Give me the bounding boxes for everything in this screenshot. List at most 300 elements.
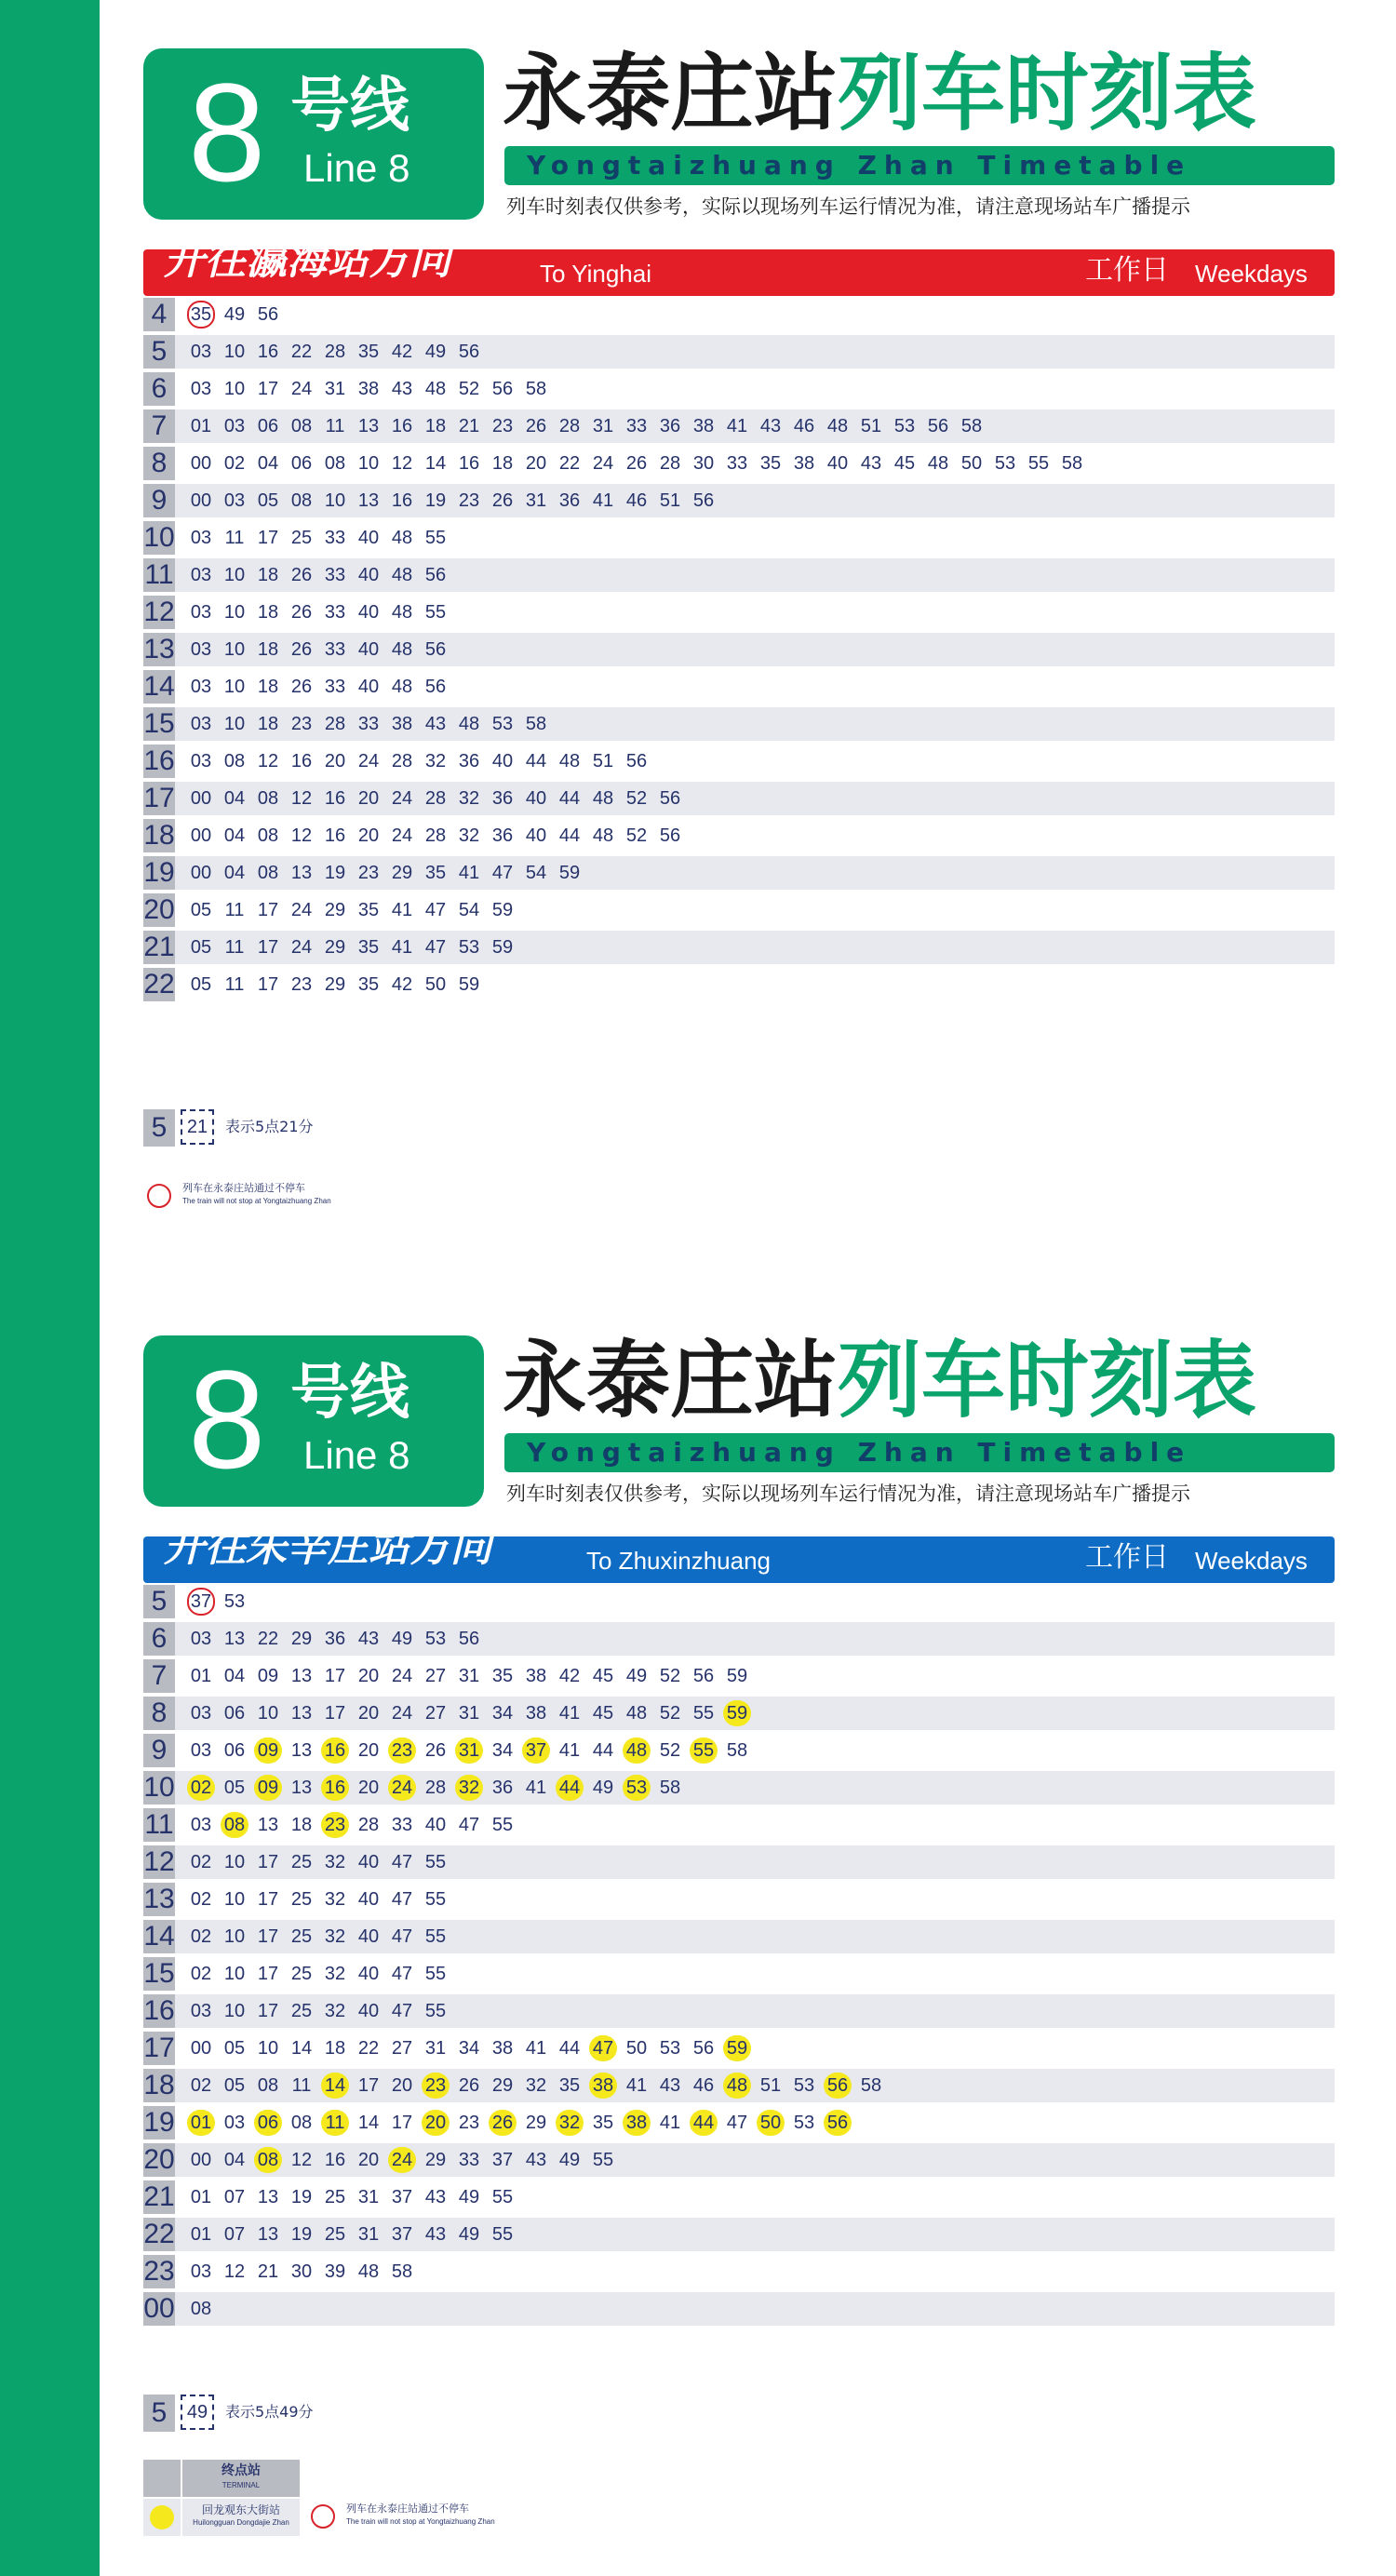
departure-minute: 33 (324, 677, 346, 697)
line-label-en: Line 8 (303, 1433, 410, 1477)
departure-minute: 28 (424, 1778, 447, 1798)
notice-text: 列车时刻表仅供参考，实际以现场列车运行情况为准，请注意现场站车广播提示 (506, 1483, 1190, 1505)
hour-cell: 12 (143, 1846, 175, 1877)
departure-minute: 13 (257, 2187, 279, 2207)
terminal-departure-minute: 09 (254, 1775, 282, 1801)
departure-minute: 41 (558, 1703, 581, 1724)
table-row (143, 484, 1335, 517)
table-row (143, 1771, 1335, 1805)
departure-minute: 23 (458, 2113, 480, 2133)
departure-minute: 01 (190, 2224, 212, 2245)
departure-minute: 31 (458, 1666, 480, 1686)
departure-minute: 13 (257, 2224, 279, 2245)
departure-minute: 36 (491, 825, 514, 846)
departure-minute: 55 (424, 602, 447, 623)
departure-minute: 53 (424, 1629, 447, 1649)
day-type-cn: 工作日 (1085, 1541, 1169, 1574)
table-row (143, 447, 1335, 480)
departure-minute: 17 (257, 937, 279, 958)
departure-minute: 58 (1061, 453, 1083, 474)
table-row (143, 596, 1335, 629)
departure-minute: 18 (491, 453, 514, 474)
terminal-departure-minute: 02 (187, 1775, 215, 1801)
terminal-departure-minute: 09 (254, 1737, 282, 1764)
departure-minute: 29 (324, 937, 346, 958)
departure-minute: 08 (257, 788, 279, 809)
day-type-en: Weekdays (1195, 260, 1308, 288)
departure-minute: 31 (525, 490, 547, 511)
terminal-departure-minute: 59 (723, 2035, 751, 2061)
departure-minute: 10 (223, 677, 246, 697)
departure-minute: 34 (458, 2038, 480, 2059)
departure-minute: 02 (190, 1926, 212, 1947)
departure-minute: 25 (324, 2187, 346, 2207)
departure-minute: 54 (458, 900, 480, 920)
terminal-departure-minute: 01 (187, 2110, 215, 2136)
hour-cell: 17 (143, 2033, 175, 2063)
table-row (143, 1659, 1335, 1693)
departure-minute: 26 (491, 490, 514, 511)
departure-minute: 26 (290, 639, 313, 660)
departure-minute: 48 (391, 602, 413, 623)
skip-legend-en: The train will not stop at Yongtaizhuang Zhan (182, 1197, 331, 1205)
departure-minute: 23 (290, 974, 313, 995)
hour-cell: 12 (143, 597, 175, 627)
departure-minute: 01 (190, 416, 212, 436)
departure-minute: 58 (726, 1740, 748, 1761)
departure-minute: 49 (223, 304, 246, 325)
departure-minute: 10 (223, 565, 246, 585)
terminal-departure-minute: 48 (623, 1737, 651, 1764)
departure-minute: 00 (190, 490, 212, 511)
departure-minute: 05 (190, 900, 212, 920)
departure-minute: 10 (223, 602, 246, 623)
minutes-list (184, 1659, 754, 1693)
departure-minute: 56 (458, 1629, 480, 1649)
terminal-departure-minute: 16 (321, 1775, 349, 1801)
departure-minute: 40 (357, 2001, 380, 2021)
minutes-list (184, 521, 452, 555)
departure-minute: 17 (357, 2075, 380, 2096)
table-row (143, 2069, 1335, 2102)
departure-minute: 44 (558, 788, 581, 809)
table-row (143, 298, 1335, 331)
departure-minute: 41 (592, 490, 614, 511)
departure-minute: 44 (558, 2038, 581, 2059)
departure-minute: 28 (357, 1815, 380, 1835)
direction-bar (143, 1523, 1335, 1583)
departure-minute: 59 (458, 974, 480, 995)
departure-minute: 00 (190, 2150, 212, 2170)
departure-minute: 33 (324, 639, 346, 660)
table-row (143, 782, 1335, 815)
departure-minute: 44 (592, 1740, 614, 1761)
departure-minute: 21 (257, 2261, 279, 2282)
hour-cell: 8 (143, 447, 175, 480)
departure-minute: 03 (190, 1815, 212, 1835)
departure-minute: 19 (324, 863, 346, 883)
departure-minute: 40 (357, 565, 380, 585)
terminal-departure-minute: 44 (690, 2110, 718, 2136)
departure-minute: 49 (558, 2150, 581, 2170)
departure-minute: 43 (391, 379, 413, 399)
departure-minute: 20 (357, 788, 380, 809)
departure-minute: 18 (257, 602, 279, 623)
departure-minute: 47 (726, 2113, 748, 2133)
departure-minute: 53 (793, 2113, 815, 2133)
departure-minute: 16 (324, 825, 346, 846)
departure-minute: 13 (290, 863, 313, 883)
departure-minute: 17 (391, 2113, 413, 2133)
departure-minute: 24 (391, 788, 413, 809)
table-row (143, 931, 1335, 964)
terminal-departure-minute: 55 (690, 1737, 718, 1764)
departure-minute: 27 (391, 2038, 413, 2059)
hour-cell: 13 (143, 1884, 175, 1914)
terminal-departure-minute: 20 (422, 2110, 450, 2136)
departure-minute: 48 (558, 751, 581, 771)
page-title (503, 1330, 1256, 1432)
departure-minute: 32 (324, 1889, 346, 1910)
departure-minute: 20 (357, 1703, 380, 1724)
departure-minute: 38 (525, 1703, 547, 1724)
departure-minute: 37 (491, 2150, 514, 2170)
hour-cell: 17 (143, 783, 175, 813)
departure-minute: 10 (223, 1889, 246, 1910)
terminal-departure-minute: 08 (254, 2147, 282, 2173)
departure-minute: 41 (391, 900, 413, 920)
departure-minute: 46 (625, 490, 648, 511)
departure-minute: 55 (491, 1815, 514, 1835)
departure-minute: 06 (223, 1703, 246, 1724)
departure-minute: 10 (257, 1703, 279, 1724)
table-row (143, 968, 1335, 1001)
departure-minute: 40 (826, 453, 849, 474)
terminal-head-blank (143, 2460, 181, 2497)
departure-minute: 17 (257, 2001, 279, 2021)
departure-minute: 52 (659, 1740, 681, 1761)
line-8-badge (143, 48, 484, 220)
departure-minute: 11 (224, 900, 245, 920)
departure-minute: 04 (223, 863, 246, 883)
departure-minute: 47 (424, 900, 447, 920)
departure-minute: 26 (625, 453, 648, 474)
departure-minute: 38 (391, 714, 413, 734)
departure-minute: 17 (324, 1703, 346, 1724)
departure-minute: 38 (525, 1666, 547, 1686)
day-type-en: Weekdays (1195, 1547, 1308, 1575)
minutes-list (184, 1734, 754, 1767)
departure-minute: 08 (290, 490, 313, 511)
departure-minute: 32 (324, 1964, 346, 1984)
departure-minute: 03 (190, 379, 212, 399)
hour-cell: 18 (143, 2070, 175, 2100)
departure-minute: 40 (357, 639, 380, 660)
departure-minute: 35 (357, 974, 380, 995)
departure-minute: 47 (458, 1815, 480, 1835)
departure-minute: 11 (325, 416, 345, 436)
hour-cell: 20 (143, 894, 175, 925)
departure-minute: 04 (223, 1666, 246, 1686)
departure-minute: 28 (424, 825, 447, 846)
departure-minute: 17 (257, 1926, 279, 1947)
minutes-list (184, 335, 486, 369)
direction-cn: 开往瀛海站方向 (164, 236, 450, 284)
departure-minute: 48 (357, 2261, 380, 2282)
departure-minute: 20 (357, 1666, 380, 1686)
departure-minute: 14 (290, 2038, 313, 2059)
departure-minute: 29 (525, 2113, 547, 2133)
departure-minute: 55 (424, 2001, 447, 2021)
departure-minute: 23 (458, 490, 480, 511)
departure-minute: 30 (692, 453, 715, 474)
departure-minute: 08 (290, 416, 313, 436)
non-stop-minute: 35 (187, 301, 215, 329)
departure-minute: 50 (424, 974, 447, 995)
departure-minute: 45 (592, 1666, 614, 1686)
departure-minute: 10 (223, 639, 246, 660)
departure-minute: 51 (860, 416, 882, 436)
departure-minute: 44 (525, 751, 547, 771)
departure-minute: 36 (491, 788, 514, 809)
departure-minute: 05 (223, 1778, 246, 1798)
terminal-departure-minute: 38 (623, 2110, 651, 2136)
departure-minute: 07 (223, 2224, 246, 2245)
departure-minute: 47 (391, 2001, 413, 2021)
departure-minute: 56 (458, 342, 480, 362)
minutes-list (184, 596, 452, 629)
departure-minute: 38 (357, 379, 380, 399)
minutes-list (184, 2143, 620, 2177)
departure-minute: 41 (558, 1740, 581, 1761)
departure-minute: 55 (692, 1703, 715, 1724)
minutes-list (184, 2106, 854, 2140)
departure-minute: 13 (357, 416, 380, 436)
table-row (143, 1734, 1335, 1767)
terminal-departure-minute: 24 (388, 1775, 416, 1801)
departure-minute: 13 (290, 1740, 313, 1761)
departure-minute: 05 (257, 490, 279, 511)
departure-minute: 03 (190, 602, 212, 623)
departure-minute: 56 (659, 788, 681, 809)
title-timetable: 列车时刻表 (838, 45, 1256, 142)
table-row (143, 745, 1335, 778)
departure-minute: 44 (558, 825, 581, 846)
departure-minute: 17 (257, 1852, 279, 1872)
minutes-list (184, 856, 586, 890)
departure-minute: 40 (525, 825, 547, 846)
departure-minute: 56 (927, 416, 949, 436)
departure-minute: 10 (223, 379, 246, 399)
departure-minute: 17 (324, 1666, 346, 1686)
departure-minute: 12 (290, 825, 313, 846)
terminal-departure-minute: 37 (522, 1737, 550, 1764)
departure-minute: 04 (257, 453, 279, 474)
departure-minute: 52 (625, 788, 648, 809)
departure-minute: 11 (224, 974, 245, 995)
departure-minute: 35 (357, 900, 380, 920)
departure-minute: 56 (625, 751, 648, 771)
terminal-head (182, 2460, 300, 2497)
departure-minute: 25 (290, 2001, 313, 2021)
departure-minute: 08 (257, 863, 279, 883)
departure-minute: 10 (223, 714, 246, 734)
minutes-list (184, 893, 519, 927)
departure-minute: 43 (759, 416, 782, 436)
departure-minute: 31 (592, 416, 614, 436)
departure-minute: 20 (324, 751, 346, 771)
terminal-departure-minute: 56 (824, 2110, 852, 2136)
terminal-name-en: Huilongguan Dongdajie Zhan (193, 2518, 289, 2527)
departure-minute: 49 (391, 1629, 413, 1649)
departure-minute: 52 (458, 379, 480, 399)
departure-minute: 41 (625, 2075, 648, 2096)
departure-minute: 40 (357, 1852, 380, 1872)
hour-cell: 21 (143, 932, 175, 962)
red-circle-icon (311, 2504, 335, 2529)
departure-minute: 16 (458, 453, 480, 474)
table-row (143, 856, 1335, 890)
departure-minute: 28 (659, 453, 681, 474)
departure-minute: 03 (190, 2261, 212, 2282)
minutes-list (184, 670, 452, 704)
terminal-name-cn: 回龙观东大街站 (201, 2503, 280, 2516)
title-timetable: 列车时刻表 (838, 1332, 1256, 1429)
minutes-list (184, 2180, 519, 2214)
departure-minute: 37 (391, 2224, 413, 2245)
green-sidebar-stripe (0, 0, 100, 2576)
minutes-list (184, 707, 553, 741)
departure-minute: 36 (458, 751, 480, 771)
hour-cell: 10 (143, 1772, 175, 1803)
departure-minute: 05 (223, 2038, 246, 2059)
departure-minute: 47 (391, 1926, 413, 1947)
terminal-departure-minute: 50 (757, 2110, 785, 2136)
minutes-list (184, 1994, 452, 2028)
departure-minute: 48 (927, 453, 949, 474)
departure-minute: 00 (190, 788, 212, 809)
departure-minute: 04 (223, 2150, 246, 2170)
departure-minute: 00 (190, 2038, 212, 2059)
departure-minute: 03 (190, 714, 212, 734)
departure-minute: 26 (458, 2075, 480, 2096)
departure-minute: 52 (625, 825, 648, 846)
departure-minute: 40 (357, 1889, 380, 1910)
departure-minute: 55 (424, 1926, 447, 1947)
hour-cell: 8 (143, 1697, 175, 1730)
departure-minute: 00 (190, 825, 212, 846)
hour-cell: 9 (143, 1734, 175, 1767)
departure-minute: 12 (223, 2261, 246, 2282)
departure-minute: 43 (525, 2150, 547, 2170)
departure-minute: 22 (257, 1629, 279, 1649)
departure-minute: 03 (190, 677, 212, 697)
table-row (143, 1920, 1335, 1953)
departure-minute: 13 (357, 490, 380, 511)
departure-minute: 32 (458, 788, 480, 809)
departure-minute: 00 (190, 863, 212, 883)
title-station: 永泰庄站 (503, 1332, 838, 1429)
hour-cell: 14 (143, 671, 175, 702)
departure-minute: 48 (391, 677, 413, 697)
page-title (503, 43, 1256, 145)
minutes-list (184, 447, 1089, 480)
departure-minute: 33 (324, 565, 346, 585)
departure-minute: 20 (357, 825, 380, 846)
red-circle-icon (147, 1184, 171, 1208)
minutes-list (184, 633, 452, 666)
departure-minute: 02 (190, 1889, 212, 1910)
departure-minute: 16 (391, 490, 413, 511)
hour-cell: 16 (143, 745, 175, 776)
departure-minute: 11 (224, 937, 245, 958)
departure-minute: 29 (424, 2150, 447, 2170)
legend-note: 表示5点49分 (225, 2403, 314, 2421)
terminal-name-cell (182, 2499, 300, 2536)
departure-minute: 33 (458, 2150, 480, 2170)
departure-minute: 48 (424, 379, 447, 399)
departure-minute: 01 (190, 1666, 212, 1686)
departure-minute: 25 (290, 1964, 313, 1984)
departure-minute: 47 (391, 1889, 413, 1910)
departure-minute: 52 (659, 1666, 681, 1686)
departure-minute: 20 (525, 453, 547, 474)
terminal-departure-minute: 11 (321, 2110, 349, 2136)
departure-minute: 59 (726, 1666, 748, 1686)
hour-cell: 13 (143, 634, 175, 664)
departure-minute: 33 (726, 453, 748, 474)
departure-minute: 49 (458, 2187, 480, 2207)
minutes-list (184, 1771, 687, 1805)
departure-minute: 55 (424, 1964, 447, 1984)
departure-minute: 46 (692, 2075, 715, 2096)
departure-minute: 55 (1027, 453, 1050, 474)
minutes-list (184, 2292, 218, 2326)
departure-minute: 50 (960, 453, 983, 474)
departure-minute: 53 (659, 2038, 681, 2059)
skip-legend-en: The train will not stop at Yongtaizhuang Zhan (346, 2517, 495, 2526)
hour-cell: 18 (143, 820, 175, 851)
table-row (143, 1957, 1335, 1991)
line-number: 8 (188, 1341, 266, 1497)
terminal-departure-minute: 53 (623, 1775, 651, 1801)
departure-minute: 59 (491, 937, 514, 958)
departure-minute: 26 (424, 1740, 447, 1761)
table-row (143, 521, 1335, 555)
hour-cell: 11 (144, 1809, 174, 1840)
departure-minute: 29 (491, 2075, 514, 2096)
hour-cell: 5 (143, 335, 175, 369)
hour-cell: 15 (143, 708, 175, 739)
departure-minute: 20 (357, 2150, 380, 2170)
departure-minute: 20 (357, 1740, 380, 1761)
legend-hour: 5 (143, 2395, 175, 2432)
departure-minute: 08 (290, 2113, 313, 2133)
departure-minute: 33 (324, 602, 346, 623)
table-row (143, 819, 1335, 852)
departure-minute: 09 (257, 1666, 279, 1686)
hour-cell: 23 (143, 2256, 175, 2287)
departure-minute: 32 (324, 1926, 346, 1947)
departure-minute: 55 (424, 1852, 447, 1872)
hour-cell: 9 (143, 484, 175, 517)
minutes-list (184, 1957, 452, 1991)
departure-minute: 49 (592, 1778, 614, 1798)
skip-legend-cn: 列车在永泰庄站通过不停车 (182, 1182, 305, 1194)
departure-minute: 49 (424, 342, 447, 362)
departure-minute: 00 (190, 453, 212, 474)
departure-minute: 32 (525, 2075, 547, 2096)
